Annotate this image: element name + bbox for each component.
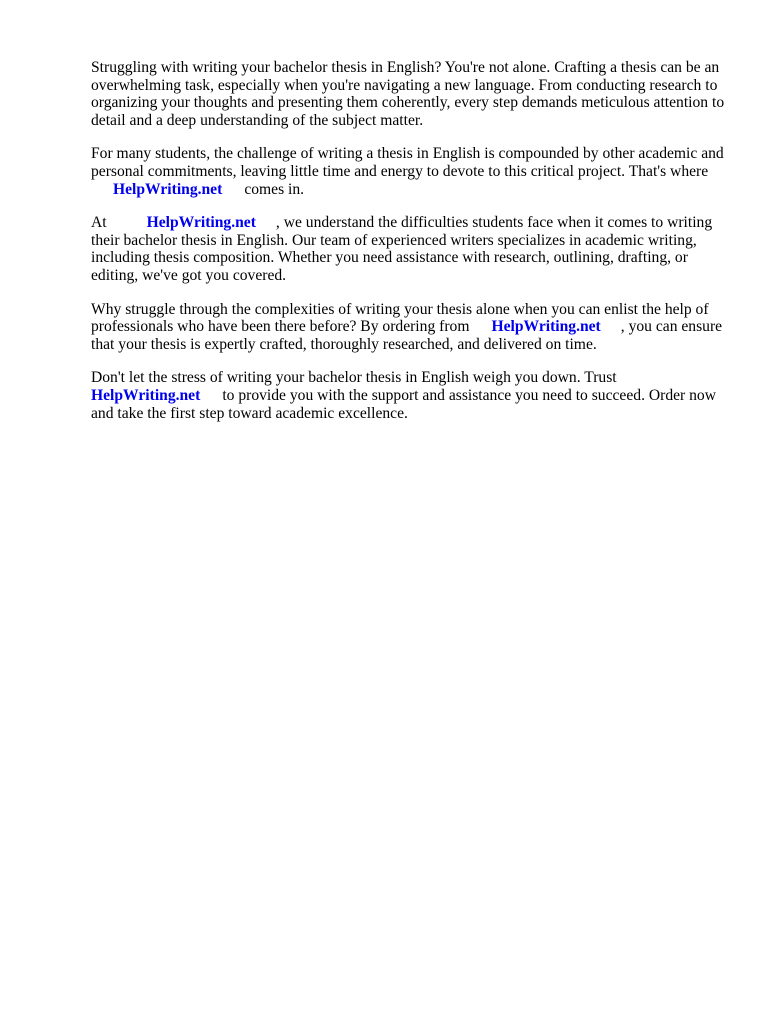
paragraph-text: For many students, the challenge of writing a thesis in English is compounded by other academic and personal commitments, leaving little time and energy to devote to this critical project. That's where	[91, 145, 724, 180]
paragraph-text: , we understand the difficulties students face when it comes to writing their bachelor thesis in English. Our team of experienced writers specializes in academic writing, including thesis composition. Whether you need assistance with research, outlining, drafting, or editing, we've got you covered.	[91, 214, 713, 284]
helpwriting-link[interactable]: HelpWriting.net	[146, 214, 256, 232]
helpwriting-link[interactable]: HelpWriting.net	[491, 318, 601, 336]
paragraph-closing	[91, 369, 731, 422]
paragraph-text: At	[91, 214, 107, 232]
helpwriting-link[interactable]: HelpWriting.net	[113, 180, 223, 198]
paragraph-text: , you can ensure that your thesis is expertly crafted, thoroughly researched, and delivered on time.	[91, 318, 723, 353]
paragraph-intro	[91, 59, 731, 129]
paragraph-about	[91, 214, 731, 284]
paragraph-text: comes in.	[244, 180, 305, 198]
paragraph-text: Why struggle through the complexities of writing your thesis alone when you can enlist the help of professionals who have been there before? By ordering from	[91, 300, 709, 336]
helpwriting-link[interactable]: HelpWriting.net	[91, 386, 201, 404]
paragraph-text: Struggling with writing your bachelor thesis in English? You're not alone. Crafting a thesis can be an overwhelming task, especially when you're navigating a new language. From conducting research to organizing your thoughts and presenting them coherently, every step demands meticulous attention to detail and a deep understanding of the subject matter.	[91, 59, 725, 129]
paragraph-ordering	[91, 301, 731, 354]
document-body	[91, 59, 731, 438]
paragraph-text: Don't let the stress of writing your bachelor thesis in English weigh you down. Trust	[91, 369, 617, 387]
paragraph-challenge	[91, 145, 731, 198]
paragraph-text: to provide you with the support and assistance you need to succeed. Order now and take the first step toward academic excellence.	[91, 386, 716, 422]
